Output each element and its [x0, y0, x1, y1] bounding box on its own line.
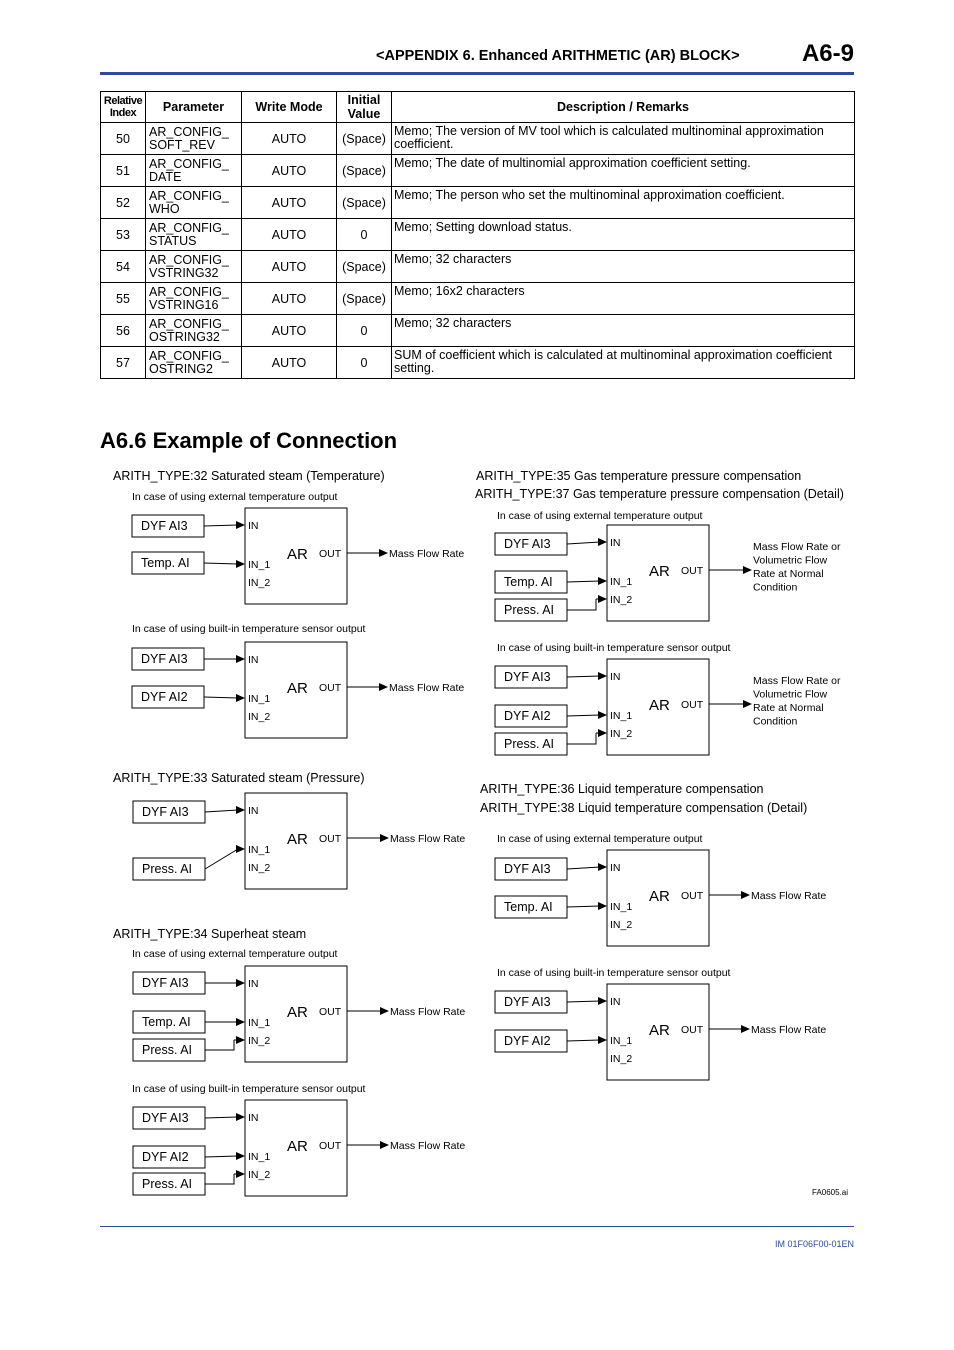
caption-type36: ARITH_TYPE:36 Liquid temperature compensation: [480, 782, 764, 796]
caption-type38: ARITH_TYPE:38 Liquid temperature compensation (Detail): [480, 801, 808, 815]
description-cell: Memo; The person who set the multinominal approximation coefficient.: [392, 187, 855, 219]
running-header: <APPENDIX 6. Enhanced ARITHMETIC (AR) BLOCK>: [376, 48, 740, 64]
signal-arrow-head: [236, 845, 245, 853]
input-block-label: DYF AI3: [504, 995, 551, 1009]
parameter-name-part: OSTRING32: [149, 329, 220, 344]
port-in-label: IN: [248, 978, 259, 990]
signal-arrow: [567, 906, 600, 907]
input-block-label: DYF AI3: [141, 652, 188, 666]
output-arrow-head: [380, 834, 389, 842]
port-out-label: OUT: [681, 699, 704, 711]
subcaption-external: In case of using external temperature output: [497, 833, 703, 845]
port-out-label: OUT: [319, 1140, 342, 1152]
port-in-label: IN: [248, 654, 259, 666]
output-arrow-head: [379, 549, 388, 557]
output-label: Rate at Normal: [753, 702, 824, 714]
initial-value-cell: (Space): [337, 251, 392, 283]
signal-arrow: [204, 563, 238, 564]
subcaption-builtin: In case of using built-in temperature sensor output: [132, 1083, 366, 1095]
col-header-write-mode: Write Mode: [242, 92, 337, 123]
output-arrow-head: [379, 683, 388, 691]
parameter-name-part: AR_CONFIG_: [149, 188, 229, 203]
write-mode-cell: AUTO: [242, 347, 337, 379]
write-mode-cell: AUTO: [242, 123, 337, 155]
signal-arrow: [567, 676, 600, 677]
signal-line: [205, 1040, 234, 1050]
signal-arrow-head: [236, 1036, 245, 1044]
output-arrow-head: [741, 1025, 750, 1033]
signal-line: [567, 733, 596, 744]
input-block-label: Press. AI: [142, 1177, 193, 1191]
index-cell: 56: [101, 315, 146, 347]
signal-arrow-head: [598, 538, 607, 546]
input-block-label: DYF AI3: [141, 519, 188, 533]
input-block-label: Press. AI: [142, 862, 193, 876]
output-label: Volumetric Flow: [753, 688, 828, 701]
write-mode-cell: AUTO: [242, 283, 337, 315]
output-arrow-head: [380, 1141, 389, 1149]
parameter-name-part: OSTRING2: [149, 361, 213, 376]
signal-arrow-head: [236, 655, 245, 663]
signal-arrow-head: [236, 1113, 245, 1121]
ar-block-label: AR: [649, 888, 670, 905]
port-in1-label: IN_1: [248, 559, 271, 571]
signal-arrow: [567, 581, 600, 582]
signal-arrow: [567, 542, 600, 544]
caption-type32: ARITH_TYPE:32 Saturated steam (Temperature): [113, 469, 385, 483]
port-in-label: IN: [610, 996, 621, 1008]
parameter-name-part: SOFT_REV: [149, 137, 215, 152]
port-in1-label: IN_1: [248, 1151, 271, 1163]
signal-arrow-head: [598, 595, 607, 603]
output-label: Mass Flow Rate: [390, 833, 466, 845]
port-in-label: IN: [248, 805, 259, 817]
write-mode-cell: AUTO: [242, 187, 337, 219]
signal-arrow: [204, 525, 238, 526]
parameter-name-part: AR_CONFIG_: [149, 316, 229, 331]
footer-rule: [100, 1226, 854, 1227]
signal-arrow-head: [236, 560, 245, 568]
input-block-label: DYF AI3: [142, 976, 189, 990]
output-label: Volumetric Flow: [753, 554, 828, 567]
port-out-label: OUT: [319, 548, 342, 560]
index-cell: 54: [101, 251, 146, 283]
ar-block-label: AR: [287, 546, 308, 563]
output-label: Condition: [753, 715, 798, 728]
signal-line: [567, 599, 596, 610]
col-header-index: Relative Index: [101, 92, 146, 123]
port-in1-label: IN_1: [610, 901, 633, 913]
ar-block-label: AR: [287, 1138, 308, 1155]
description-cell: Memo; The date of multinomial approximation coefficient setting.: [392, 155, 855, 187]
port-in2-label: IN_2: [610, 1053, 633, 1065]
output-label: Mass Flow Rate: [390, 1140, 466, 1152]
description-cell: Memo; 32 characters: [392, 251, 855, 283]
port-out-label: OUT: [681, 1024, 704, 1036]
subcaption-builtin: In case of using built-in temperature sensor output: [497, 967, 731, 979]
signal-arrow-head: [236, 521, 245, 529]
output-arrow-head: [380, 1007, 389, 1015]
parameter-name-part: AR_CONFIG_: [149, 124, 229, 139]
signal-arrow-head: [236, 1152, 245, 1160]
figure-id: FA0605.ai: [812, 1188, 849, 1197]
port-in2-label: IN_2: [610, 728, 633, 740]
input-block-label: Press. AI: [504, 737, 555, 751]
port-in2-label: IN_2: [248, 1035, 271, 1047]
initial-value-cell: 0: [337, 347, 392, 379]
input-block-label: DYF AI2: [142, 1150, 189, 1164]
port-in1-label: IN_1: [610, 1035, 633, 1047]
index-cell: 50: [101, 123, 146, 155]
port-in1-label: IN_1: [610, 710, 633, 722]
port-out-label: OUT: [681, 565, 704, 577]
signal-arrow: [205, 1156, 238, 1157]
signal-arrow: [567, 1040, 600, 1041]
input-block-label: Temp. AI: [504, 575, 553, 589]
subcaption-external: In case of using external temperature output: [132, 491, 338, 503]
caption-type35: ARITH_TYPE:35 Gas temperature pressure compensation: [476, 469, 802, 483]
write-mode-cell: AUTO: [242, 155, 337, 187]
subcaption-builtin: In case of using built-in temperature sensor output: [132, 623, 366, 635]
initial-value-cell: (Space): [337, 123, 392, 155]
caption-type34: ARITH_TYPE:34 Superheat steam: [113, 927, 307, 941]
ar-block-label: AR: [649, 563, 670, 580]
output-label: Mass Flow Rate: [389, 682, 465, 694]
port-in2-label: IN_2: [610, 919, 633, 931]
parameter-name-part: AR_CONFIG_: [149, 284, 229, 299]
signal-arrow-head: [236, 806, 245, 814]
description-cell: SUM of coefficient which is calculated at multinominal approximation coefficient setting.: [392, 347, 855, 379]
output-arrow-head: [743, 566, 752, 574]
description-cell: Memo; 32 characters: [392, 315, 855, 347]
col-header-parameter: Parameter: [146, 92, 242, 123]
port-in1-label: IN_1: [248, 1017, 271, 1029]
signal-arrow: [204, 697, 238, 698]
parameter-name-part: DATE: [149, 169, 182, 184]
input-block-label: DYF AI3: [142, 1111, 189, 1125]
write-mode-cell: AUTO: [242, 315, 337, 347]
port-in1-label: IN_1: [610, 576, 633, 588]
port-in-label: IN: [248, 1112, 259, 1124]
port-in-label: IN: [610, 862, 621, 874]
input-block-label: DYF AI2: [504, 1034, 551, 1048]
index-cell: 57: [101, 347, 146, 379]
parameter-name-part: WHO: [149, 201, 180, 216]
input-block-label: DYF AI3: [504, 862, 551, 876]
signal-line: [205, 1174, 234, 1184]
output-label: Rate at Normal: [753, 568, 824, 580]
parameter-name-part: AR_CONFIG_: [149, 156, 229, 171]
initial-value-cell: 0: [337, 219, 392, 251]
signal-arrow-head: [598, 711, 607, 719]
page-number: A6-9: [801, 40, 854, 67]
port-in-label: IN: [248, 520, 259, 532]
signal-arrow-head: [598, 577, 607, 585]
port-out-label: OUT: [319, 682, 342, 694]
initial-value-cell: 0: [337, 315, 392, 347]
ar-block-label: AR: [287, 1004, 308, 1021]
ar-block-label: AR: [287, 680, 308, 697]
initial-value-cell: (Space): [337, 155, 392, 187]
parameter-name-part: AR_CONFIG_: [149, 348, 229, 363]
parameter-name-part: AR_CONFIG_: [149, 220, 229, 235]
port-in-label: IN: [610, 537, 621, 549]
input-block-label: Temp. AI: [504, 900, 553, 914]
signal-arrow: [205, 1117, 238, 1118]
signal-arrow-head: [598, 672, 607, 680]
subcaption-external: In case of using external temperature output: [497, 510, 703, 522]
input-block-label: Press. AI: [142, 1043, 193, 1057]
description-cell: Memo; Setting download status.: [392, 219, 855, 251]
signal-arrow-head: [598, 1036, 607, 1044]
initial-value-cell: (Space): [337, 283, 392, 315]
port-in2-label: IN_2: [248, 711, 271, 723]
port-out-label: OUT: [319, 833, 342, 845]
index-cell: 55: [101, 283, 146, 315]
signal-arrow-head: [236, 694, 245, 702]
signal-arrow-head: [598, 863, 607, 871]
input-block-label: DYF AI3: [142, 805, 189, 819]
output-label: Mass Flow Rate: [389, 548, 465, 560]
output-arrow-head: [741, 891, 750, 899]
signal-arrow-head: [598, 729, 607, 737]
port-in2-label: IN_2: [610, 594, 633, 606]
subcaption-builtin: In case of using built-in temperature sensor output: [497, 642, 731, 654]
output-label: Mass Flow Rate: [751, 890, 827, 902]
input-block-label: DYF AI2: [141, 690, 188, 704]
signal-arrow-head: [598, 902, 607, 910]
ar-block-label: AR: [649, 1022, 670, 1039]
output-label: Condition: [753, 581, 798, 594]
ar-block-label: AR: [649, 697, 670, 714]
col-header-description: Description / Remarks: [392, 92, 855, 123]
output-label: Mass Flow Rate: [751, 1024, 827, 1036]
write-mode-cell: AUTO: [242, 251, 337, 283]
parameter-name-part: VSTRING32: [149, 265, 219, 280]
parameter-name-part: VSTRING16: [149, 297, 219, 312]
signal-arrow: [567, 715, 600, 716]
port-out-label: OUT: [319, 1006, 342, 1018]
port-in2-label: IN_2: [248, 862, 271, 874]
output-arrow-head: [743, 700, 752, 708]
output-label: Mass Flow Rate or: [753, 675, 841, 687]
port-in1-label: IN_1: [248, 844, 271, 856]
description-cell: Memo; The version of MV tool which is calculated multinominal approximation coefficient.: [392, 123, 855, 155]
parameter-name-part: AR_CONFIG_: [149, 252, 229, 267]
port-in2-label: IN_2: [248, 577, 271, 589]
signal-arrow: [567, 867, 600, 869]
caption-type37: ARITH_TYPE:37 Gas temperature pressure compensation (Detail): [475, 487, 844, 501]
footer-doc-id: IM 01F06F00-01EN: [774, 1239, 854, 1249]
caption-type33: ARITH_TYPE:33 Saturated steam (Pressure): [113, 771, 365, 785]
input-block-label: Temp. AI: [142, 1015, 191, 1029]
input-block-label: Press. AI: [504, 603, 555, 617]
initial-value-cell: (Space): [337, 187, 392, 219]
description-cell: Memo; 16x2 characters: [392, 283, 855, 315]
index-cell: 53: [101, 219, 146, 251]
signal-arrow: [567, 1001, 600, 1002]
input-block-label: DYF AI3: [504, 670, 551, 684]
port-out-label: OUT: [681, 890, 704, 902]
signal-arrow-head: [236, 979, 245, 987]
section-title: A6.6 Example of Connection: [100, 428, 398, 453]
signal-arrow: [205, 810, 238, 812]
input-block-label: DYF AI3: [504, 537, 551, 551]
index-cell: 52: [101, 187, 146, 219]
write-mode-cell: AUTO: [242, 219, 337, 251]
col-header-initial-value: Initial Value: [337, 92, 392, 123]
port-in2-label: IN_2: [248, 1169, 271, 1181]
signal-arrow-head: [236, 1018, 245, 1026]
signal-arrow: [205, 849, 238, 869]
input-block-label: Temp. AI: [141, 556, 190, 570]
output-label: Mass Flow Rate or: [753, 541, 841, 553]
input-block-label: DYF AI2: [504, 709, 551, 723]
ar-block-label: AR: [287, 831, 308, 848]
parameter-name-part: STATUS: [149, 233, 197, 248]
subcaption-external: In case of using external temperature output: [132, 948, 338, 960]
output-label: Mass Flow Rate: [390, 1006, 466, 1018]
index-cell: 51: [101, 155, 146, 187]
signal-arrow-head: [598, 997, 607, 1005]
signal-arrow-head: [236, 1170, 245, 1178]
port-in-label: IN: [610, 671, 621, 683]
port-in1-label: IN_1: [248, 693, 271, 705]
